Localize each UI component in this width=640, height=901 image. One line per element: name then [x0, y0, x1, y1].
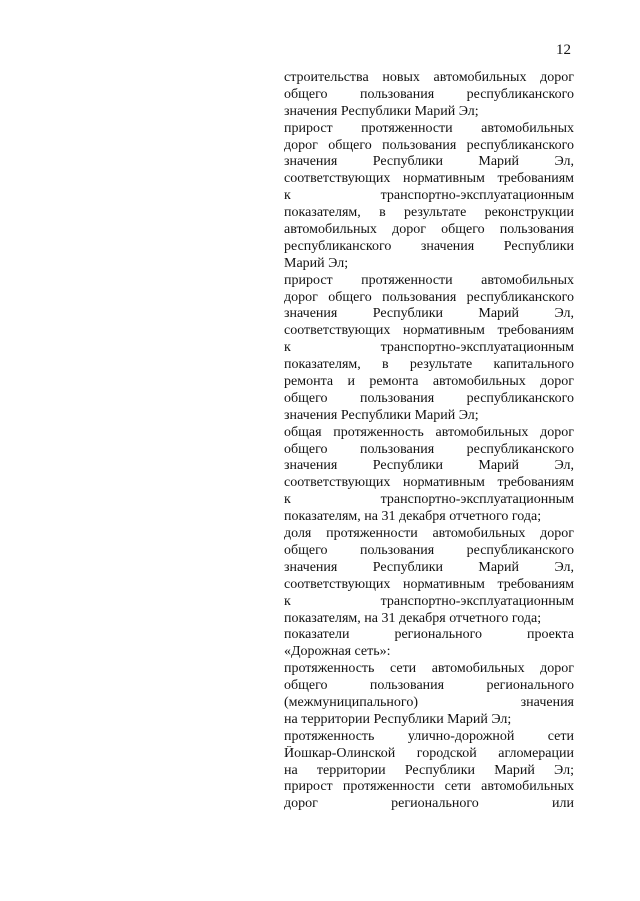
text-line: показателям, в результате реконструкции: [284, 205, 574, 221]
text-line: значения Республики Марий Эл,: [284, 559, 574, 575]
text-line: к транспортно-эксплуатационным: [284, 188, 574, 204]
text-line: Марий Эл;: [284, 255, 349, 271]
text-line: общего пользования регионального: [284, 678, 574, 694]
text-line: автомобильных дорог общего пользования: [284, 222, 574, 238]
text-line: Йошкар-Олинской городской агломерации: [284, 745, 574, 761]
text-line: дорог общего пользования республиканского: [284, 289, 574, 305]
page-number: 12: [556, 42, 571, 58]
document-body: [284, 70, 574, 813]
text-line: строительства новых автомобильных дорог: [284, 70, 574, 85]
text-line: общего пользования республиканского: [284, 390, 574, 406]
text-line: соответствующих нормативным требованиям: [284, 475, 574, 491]
text-line: значения Республики Марий Эл;: [284, 407, 479, 423]
text-line: к транспортно-эксплуатационным: [284, 593, 574, 609]
text-line: значения Республики Марий Эл,: [284, 154, 574, 170]
text-line: республиканского значения Республики: [284, 238, 574, 254]
text-line: общего пользования республиканского: [284, 441, 574, 457]
text-line: прирост протяженности автомобильных: [284, 272, 574, 288]
text-line: общего пользования республиканского: [284, 86, 574, 102]
text-line: соответствующих нормативным требованиям: [284, 576, 574, 592]
text-line: прирост протяженности автомобильных: [284, 120, 574, 136]
text-line: протяженность сети автомобильных дорог: [284, 661, 574, 677]
text-line: показателям, в результате капитального: [284, 357, 574, 373]
text-line: на территории Республики Марий Эл;: [284, 711, 512, 727]
text-line: к транспортно-эксплуатационным: [284, 340, 574, 356]
text-line: ремонта и ремонта автомобильных дорог: [284, 374, 574, 390]
text-line: на территории Республики Марий Эл;: [284, 762, 574, 778]
text-line: (межмуниципального) значения: [284, 694, 574, 710]
text-line: дорог общего пользования республиканского: [284, 137, 574, 153]
text-line: дорог регионального или: [284, 796, 574, 812]
text-line: «Дорожная сеть»:: [284, 644, 391, 660]
text-line: значения Республики Марий Эл;: [284, 103, 479, 119]
text-line: протяженность улично-дорожной сети: [284, 728, 574, 744]
text-line: общего пользования республиканского: [284, 542, 574, 558]
text-line: показатели регионального проекта: [284, 627, 574, 643]
text-line: соответствующих нормативным требованиям: [284, 171, 574, 187]
text-line: показателям, на 31 декабря отчетного года;: [284, 509, 542, 525]
text-line: общая протяженность автомобильных дорог: [284, 424, 574, 440]
text-line: значения Республики Марий Эл,: [284, 458, 574, 474]
text-line: доля протяженности автомобильных дорог: [284, 526, 574, 542]
text-line: соответствующих нормативным требованиям: [284, 323, 574, 339]
text-line: прирост протяженности сети автомобильных: [284, 779, 574, 795]
text-line: значения Республики Марий Эл,: [284, 306, 574, 322]
text-line: к транспортно-эксплуатационным: [284, 492, 574, 508]
text-line: показателям, на 31 декабря отчетного года;: [284, 610, 542, 626]
